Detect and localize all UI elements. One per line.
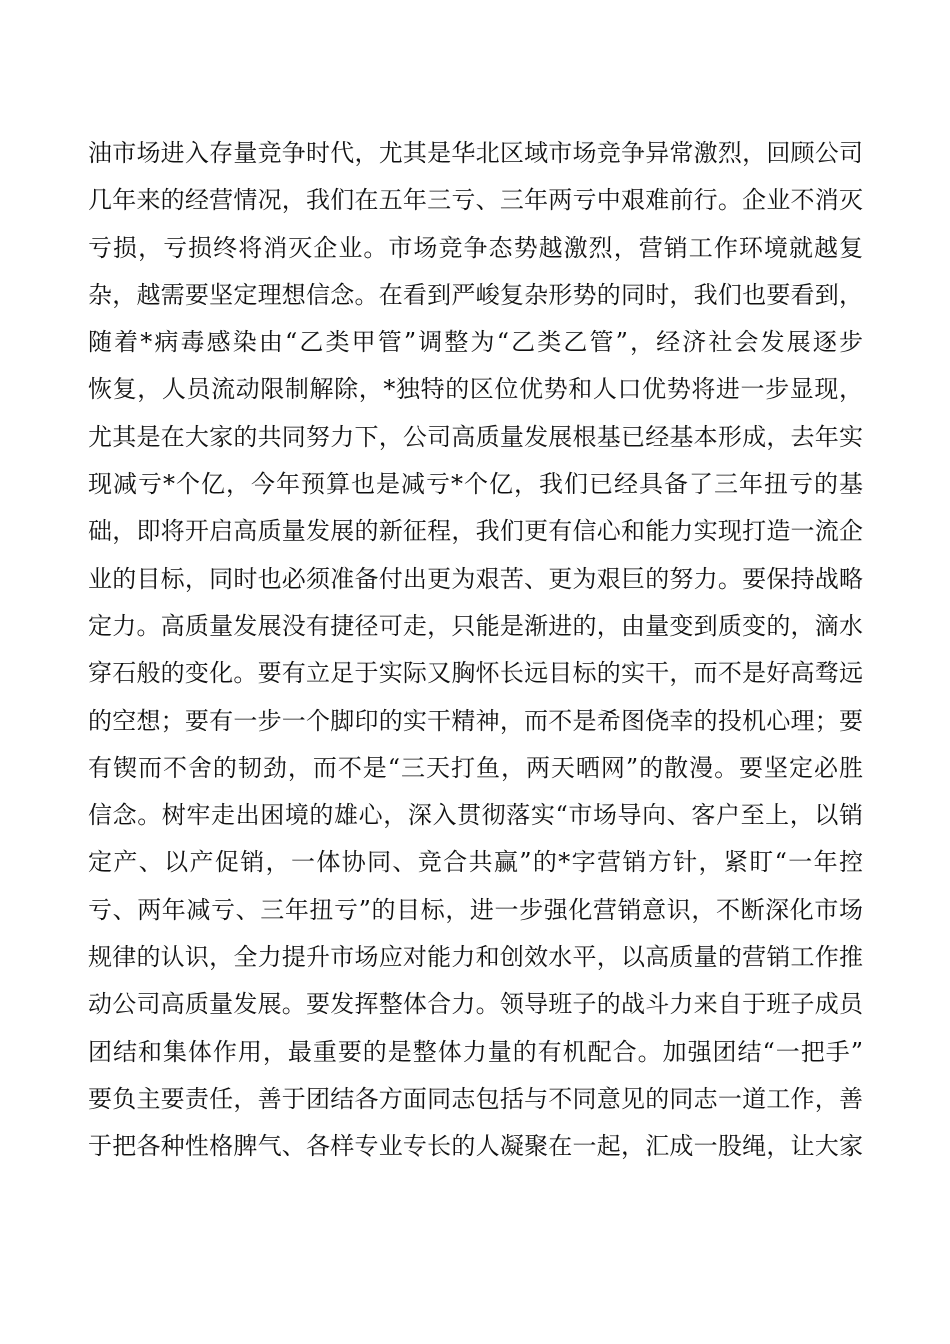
- text-line: 亏、两年减亏、三年扭亏”的目标，进一步强化营销意识，不断深化市场: [88, 895, 863, 924]
- text-line: 几年来的经营情况，我们在五年三亏、三年两亏中艰难前行。企业不消灭: [88, 186, 863, 215]
- text-line: 杂，越需要坚定理想信念。在看到严峻复杂形势的同时，我们也要看到，: [88, 280, 863, 309]
- text-line: 恢复，人员流动限制解除，*独特的区位优势和人口优势将进一步显现，: [88, 375, 863, 404]
- text-line: 于把各种性格脾气、各样专业专长的人凝聚在一起，汇成一股绳，让大家: [88, 1132, 863, 1161]
- body-text: [88, 130, 868, 1171]
- text-line: 有锲而不舍的韧劲，而不是“三天打鱼，两天晒网”的散漫。要坚定必胜: [88, 753, 863, 782]
- text-line: 尤其是在大家的共同努力下，公司高质量发展根基已经基本形成，去年实: [88, 422, 863, 451]
- text-line: 亏损，亏损终将消灭企业。市场竞争态势越激烈，营销工作环境就越复: [88, 233, 863, 262]
- text-line: 规律的认识，全力提升市场应对能力和创效水平，以高质量的营销工作推: [88, 943, 863, 972]
- text-line: 要负主要责任，善于团结各方面同志包括与不同意见的同志一道工作，善: [88, 1084, 863, 1113]
- text-line: 动公司高质量发展。要发挥整体合力。领导班子的战斗力来自于班子成员: [88, 990, 863, 1019]
- text-line: 现减亏*个亿，今年预算也是减亏*个亿，我们已经具备了三年扭亏的基: [88, 470, 863, 499]
- text-line: 的空想；要有一步一个脚印的实干精神，而不是希图侥幸的投机心理；要: [88, 706, 863, 735]
- text-line: 业的目标，同时也必须准备付出更为艰苦、更为艰巨的努力。要保持战略: [88, 564, 863, 593]
- text-line: 定产、以产促销，一体协同、竞合共赢”的*字营销方针，紧盯“一年控: [88, 848, 863, 877]
- text-line: 础，即将开启高质量发展的新征程，我们更有信心和能力实现打造一流企: [88, 517, 863, 546]
- text-line: 随着*病毒感染由“乙类甲管”调整为“乙类乙管”，经济社会发展逐步: [88, 328, 863, 357]
- text-line: 穿石般的变化。要有立足于实际又胸怀长远目标的实干，而不是好高骛远: [88, 659, 863, 688]
- text-line: 信念。树牢走出困境的雄心，深入贯彻落实“市场导向、客户至上，以销: [88, 801, 863, 830]
- text-line: 团结和集体作用，最重要的是整体力量的有机配合。加强团结“一把手”: [88, 1037, 863, 1066]
- text-line: 油市场进入存量竞争时代，尤其是华北区域市场竞争异常激烈，回顾公司: [88, 139, 863, 167]
- text-line: 定力。高质量发展没有捷径可走，只能是渐进的，由量变到质变的，滴水: [88, 611, 863, 640]
